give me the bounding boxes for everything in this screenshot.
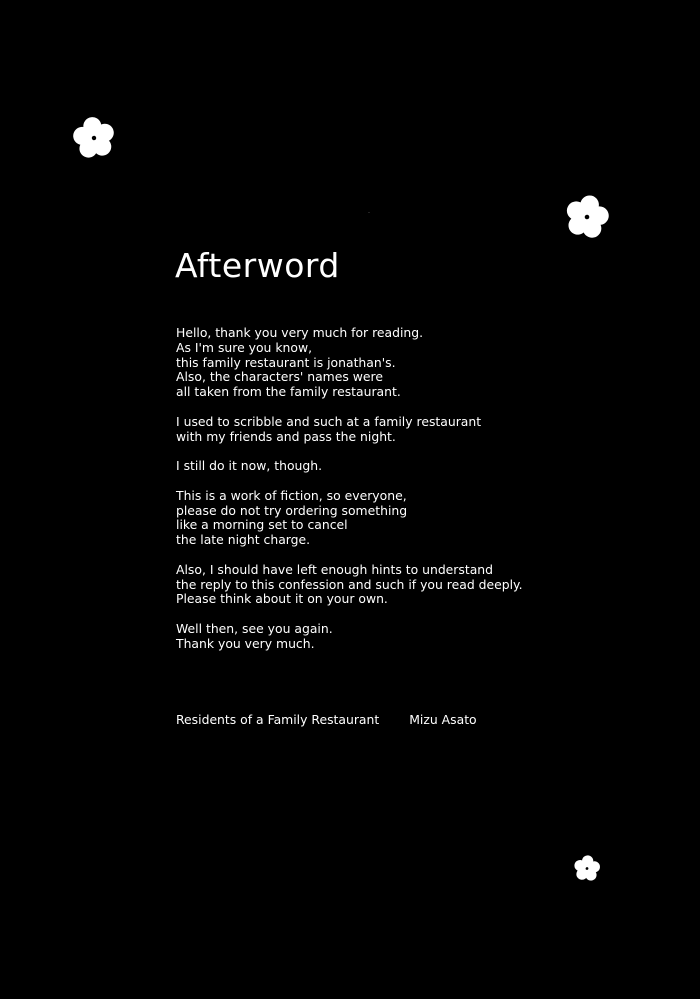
paragraph-thanks — [176, 326, 596, 400]
text-line: I used to scribble and such at a family restaurant — [176, 413, 482, 429]
text-line: like a morning set to cancel — [176, 517, 348, 533]
text-line: Hello, thank you very much for reading. — [176, 325, 424, 340]
text-line: all taken from the family restaurant. — [176, 384, 401, 400]
paragraph-hints — [176, 563, 596, 607]
text-line: I still do it now, though. — [176, 458, 323, 474]
paragraph-farewell — [176, 622, 596, 652]
text-line: please do not try ordering something — [176, 502, 408, 518]
text-line: the reply to this confession and such if you read deeply. — [176, 576, 523, 592]
signature-line — [176, 712, 477, 728]
author-name: Mizu Asato — [409, 712, 477, 727]
text-line: Thank you very much. — [176, 635, 315, 651]
text-line: this family restaurant is jonathan's. — [176, 354, 396, 370]
paragraph-scribble — [176, 415, 596, 445]
afterword-body — [176, 326, 596, 666]
flower-icon — [562, 192, 612, 242]
text-line: As I'm sure you know, — [176, 339, 313, 355]
text-line: Please think about it on your own. — [176, 591, 388, 607]
text-line: Well then, see you again. — [176, 620, 333, 636]
work-title: Residents of a Family Restaurant — [176, 712, 380, 727]
page-title: Afterword — [175, 246, 340, 285]
flower-icon — [572, 853, 602, 884]
paragraph-still — [176, 459, 596, 474]
flower-icon — [70, 113, 118, 163]
text-line: This is a work of fiction, so everyone, — [176, 487, 407, 503]
text-line: Also, I should have left enough hints to understand — [176, 561, 494, 577]
text-line: with my friends and pass the night. — [176, 428, 396, 444]
text-line: Also, the characters' names were — [176, 369, 383, 385]
text-line: the late night charge. — [176, 532, 311, 548]
ink-speck — [368, 212, 370, 213]
paragraph-fiction — [176, 489, 596, 548]
